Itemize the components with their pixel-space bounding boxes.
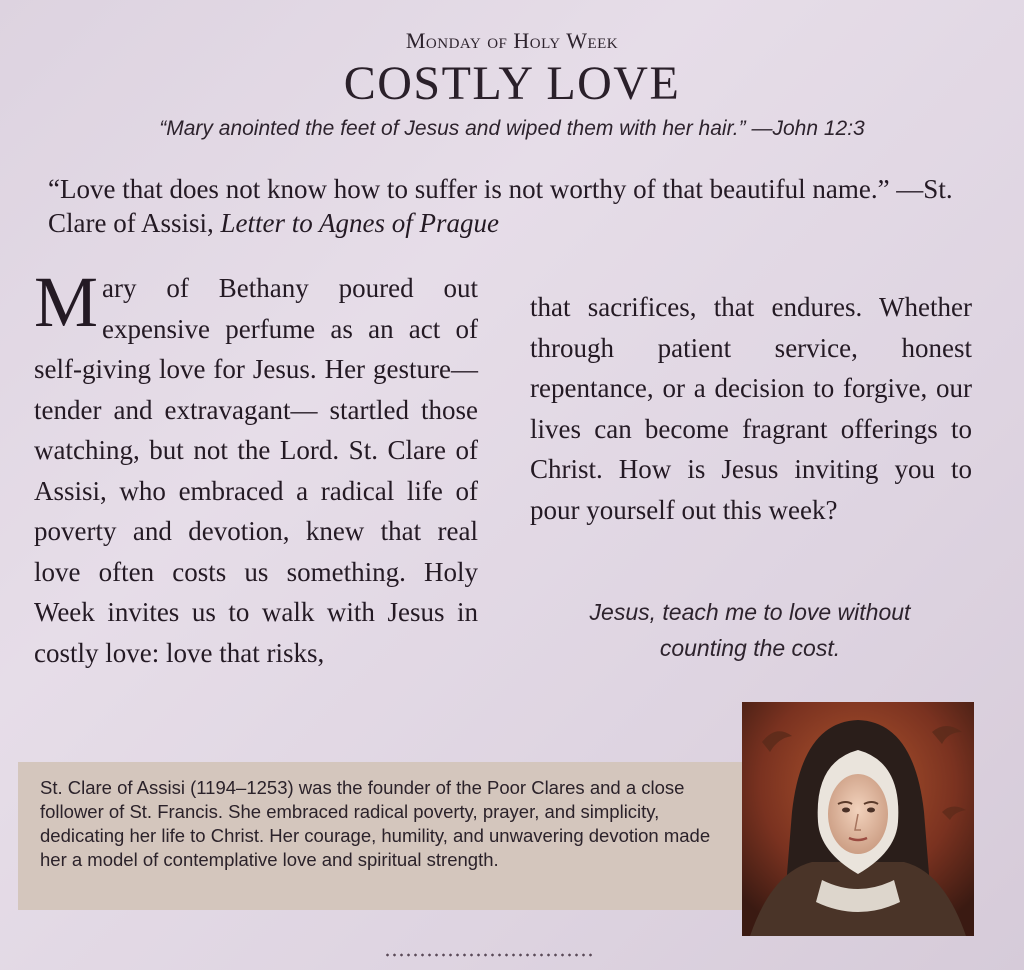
scripture-verse: “Mary anointed the feet of Jesus and wiped them with her hair.” —John 12:3 [159,117,865,140]
quote-text: “Love that does not know how to suffer is not worthy of that beautiful name.” —St. Clare of Assisi, [48,174,953,238]
epigraph-quote [48,172,978,240]
kicker: Monday of Holy Week [405,28,619,53]
drop-cap: M [34,262,99,342]
body-column-left [34,262,478,673]
body-text-left: ary of Bethany poured out expensive perfume as an act of self-giving love for Jesus. Her gesture—tender and extravagant— startled those watching, but not the Lord. St. Clare of Assisi, who embraced a radical life of poverty and devotion, knew that real love often costs us something. Holy Week invites us to walk with Jesus in costly love: love that risks, [34,273,478,668]
bio-text: St. Clare of Assisi (1194–1253) was the founder of the Poor Clares and a close follower of St. Francis. She embraced radical poverty, prayer, and simplicity, dedicating her life to Christ. Her courage, humility, and unwavering devotion made her a model of contemplative love and spiritual strength. [40,777,711,870]
bio-box [18,762,753,910]
page-title: COSTLY LOVE [343,57,681,110]
body-text-right: that sacrifices, that endures. Whether through patient service, honest repentance, or a decision to forgive, our lives can become fragrant offerings to Christ. How is Jesus inviting you to pour yourself out this week? [530,292,972,525]
saint-portrait-illustration [742,702,974,936]
saint-portrait [742,702,974,936]
quote-source: Letter to Agnes of Prague [220,208,499,238]
body-column-right [530,287,972,530]
prayer: Jesus, teach me to love without counting the cost. [589,599,911,661]
section-divider [384,953,594,957]
